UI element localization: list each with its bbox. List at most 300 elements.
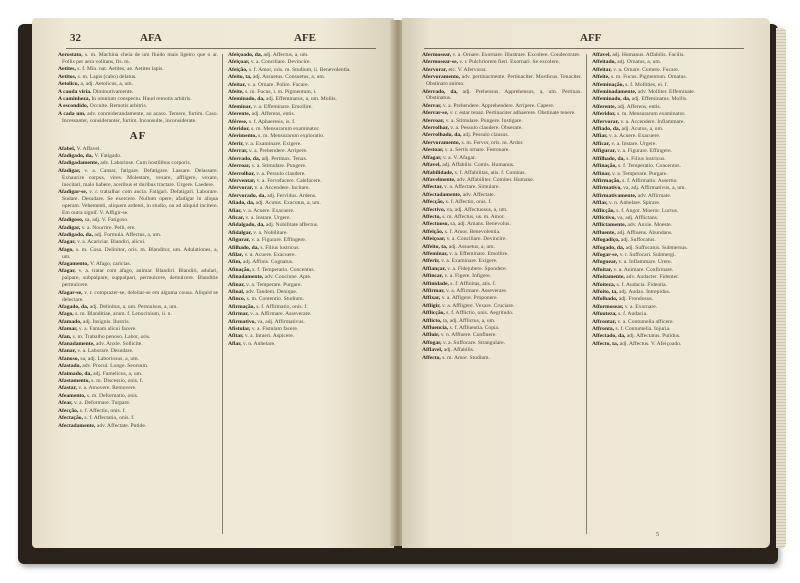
entry-headword: Afinadamente, [228, 274, 265, 281]
entry-headword: Affirmativo, [592, 185, 624, 192]
dictionary-entry [58, 89, 218, 96]
dictionary-entry [422, 229, 582, 236]
dictionary-entry [592, 237, 752, 244]
open-book [18, 18, 780, 566]
entry-definition: s. f. Temperatio. Concentus. [618, 163, 681, 170]
entry-headword: Afeiçoado, da, [228, 52, 264, 58]
dictionary-entry [592, 171, 752, 178]
entry-definition: adj. Assuetus, a, um. [448, 243, 495, 250]
entry-headword: Afectação, [58, 415, 85, 422]
entry-headword: Afadigado, da, [58, 231, 95, 238]
dictionary-entry [58, 356, 218, 363]
entry-definition: v. a. V. Afagar. [442, 154, 476, 161]
entry-headword: Affoito, ta, [592, 289, 620, 295]
dictionary-entry [592, 148, 752, 155]
entry-headword: Afectadamente, [58, 422, 97, 429]
entry-headword: Affeminadamente, [592, 89, 638, 96]
entry-definition: s. m. Mensurarum examinator. [616, 111, 686, 118]
entry-headword: Afinal, [228, 289, 246, 295]
entry-headword: Afestoar, [422, 147, 445, 154]
dictionary-entry [592, 289, 752, 296]
entry-headword: Affeite, [592, 74, 611, 81]
dictionary-entry [422, 236, 582, 243]
entry-definition: v. a. Accendere. Inflammare. [620, 118, 685, 125]
dictionary-entry [592, 74, 752, 81]
entry-definition: adj. Insignis. Ilustris. [82, 318, 130, 325]
entry-definition: adj. Affectatus. Putidus. [626, 333, 681, 340]
entry-definition: V. Affavel. [76, 145, 101, 152]
entry-headword: Affronta, [592, 326, 616, 333]
left-page [32, 18, 394, 548]
entry-headword: Afiado, da, [228, 200, 256, 207]
entry-definition: s. m. Trabalho penoso. Labor, oris. [72, 333, 151, 340]
entry-headword: Aferrolhar, [422, 125, 451, 132]
entry-definition: Diminutivamente. [92, 88, 134, 95]
dictionary-entry [228, 141, 388, 148]
entry-headword: Aetolico, [58, 81, 81, 88]
entry-definition: v. a. Amovere. Removere. [78, 385, 137, 392]
entry-headword: Afan, [58, 333, 73, 340]
entry-headword: Affiado, da, [592, 126, 622, 133]
dictionary-entry [228, 52, 388, 59]
entry-definition: s. f. Amor, oris. m. Studium, ii. Benevolentia. [248, 66, 351, 73]
entry-definition: adj. Affectus. V. Afeiçoado. [619, 340, 682, 347]
entry-definition: v. a. Fervefacere. Calefacere. [256, 177, 322, 184]
entry-headword: Afeitar, [228, 81, 248, 88]
entry-headword: Afiar, [228, 207, 244, 214]
entry-definition: v. a. Sertis ornare. Festonare. [444, 147, 510, 154]
dictionary-entry [592, 326, 752, 333]
entry-headword: Afirmação, [228, 303, 257, 310]
section-heading: AF [129, 129, 147, 142]
entry-headword: Affolhado, [592, 296, 619, 303]
entry-headword: Afeição, [228, 66, 249, 73]
right-column-2 [592, 52, 752, 348]
dictionary-entry [422, 177, 582, 184]
entry-headword: Affavel, [592, 52, 613, 58]
entry-definition: v. a. Affirmare. Asseverare. [446, 288, 508, 294]
entry-definition: adj. Audax. Intrepidus. [619, 289, 671, 295]
dictionary-entry [228, 171, 388, 178]
entry-definition: adv. Concinne. Apte. [264, 274, 312, 281]
entry-headword: Afear, [58, 400, 74, 407]
entry-definition: v. a. Temperare. Purgare. [612, 170, 668, 177]
entry-headword: Affiar, [592, 133, 609, 140]
dictionary-entry [228, 104, 388, 111]
entry-definition: va, adj. Affectuosus, a, um. [446, 206, 508, 213]
entry-definition: s. m. Deformatio, onis. [86, 392, 139, 399]
entry-headword: Afflicção, [422, 310, 447, 317]
entry-headword: Afflar, [592, 200, 609, 207]
dictionary-entry [58, 408, 218, 415]
entry-definition: v. a. Ornare. Comere. Fucare. [613, 66, 680, 73]
dictionary-entry [592, 296, 752, 303]
dictionary-entry [228, 156, 388, 163]
dictionary-entry [228, 96, 388, 103]
entry-headword: Afecção, [58, 407, 80, 414]
entry-definition: etc. V. Afervorar. [448, 66, 487, 73]
dictionary-entry [58, 189, 218, 217]
dictionary-entry [58, 378, 218, 385]
dictionary-entry [422, 103, 582, 110]
dictionary-entry [58, 334, 218, 341]
entry-definition: s. f. Mollities, ei. f. [625, 81, 668, 88]
dictionary-entry [228, 67, 388, 74]
entry-definition: adv. Anxie. Moeste. [627, 222, 672, 229]
entry-headword: Afistular, [228, 326, 252, 333]
entry-definition: v. a. Prehendere. Arripere. [248, 148, 308, 155]
dictionary-entry [228, 304, 388, 311]
dictionary-entry [422, 118, 582, 125]
dictionary-entry [228, 341, 388, 348]
dictionary-entry [58, 217, 218, 224]
entry-definition: s. f. Amor. Benevolentia. [444, 228, 501, 235]
dictionary-entry [422, 355, 582, 362]
entry-definition: v. a. Contumelia afficere. [617, 318, 674, 325]
left-page-number: 32 [70, 32, 81, 44]
entry-definition: adv. Audacter. Fidenter. [626, 274, 680, 281]
entry-definition: v. a. Affigere. Proponere. [441, 295, 498, 302]
dictionary-entry [592, 185, 752, 192]
entry-definition: adv. Affirmate. [637, 192, 672, 199]
entry-definition: adv. Laboriose. Cum hostilibus corporis. [100, 160, 192, 167]
dictionary-entry [592, 252, 752, 259]
entry-definition: s. f. Contumelia. Injuria. [615, 326, 671, 333]
dictionary-entry [58, 400, 218, 407]
dictionary-entry [228, 89, 388, 96]
dictionary-entry [592, 230, 752, 237]
dictionary-entry [228, 296, 388, 303]
entry-headword: Affabilidade, [422, 169, 455, 176]
entry-headword: Affeiçoar, [422, 236, 447, 243]
dictionary-entry [592, 333, 752, 340]
dictionary-entry [58, 232, 218, 239]
dictionary-entry [228, 119, 388, 126]
entry-definition: s. m. Mensurarum exploratio. [258, 133, 325, 140]
entry-headword: Afastamento, [58, 378, 92, 385]
left-column-1 [58, 52, 218, 430]
dictionary-entry [422, 110, 582, 117]
entry-headword: Aferrolhado, da, [422, 132, 463, 139]
dictionary-entry [592, 163, 752, 170]
dictionary-entry [228, 245, 388, 252]
dictionary-entry [58, 153, 218, 160]
dictionary-entry [592, 282, 752, 289]
entry-headword: Aferrar-se, [422, 110, 450, 117]
entry-definition: adv. Affabiliter. Comiter. Humane. [456, 176, 535, 183]
entry-headword: Afermosear, [422, 52, 453, 58]
dictionary-entry [58, 304, 218, 311]
entry-headword: Afirmar, [228, 311, 251, 318]
entry-headword: Afastado, [58, 363, 83, 370]
dictionary-entry [422, 89, 582, 103]
entry-headword: Afagar-se, [58, 289, 85, 296]
entry-headword: Affectivo, [422, 206, 447, 213]
dictionary-entry [58, 225, 218, 232]
entry-headword: Afinação, [228, 266, 253, 273]
entry-definition: adj. Effeminatus, a, um. Mollis. [265, 96, 337, 103]
entry-definition: adv. Molliter. Effeminate. [637, 89, 696, 96]
entry-definition: s. m. Fucus, i. m. Pigmentum, i. [245, 89, 317, 96]
entry-definition: v. r. Pulchriorem fieri. Exornari. Se excolere. [459, 59, 560, 66]
entry-headword: Afadigar, [58, 167, 85, 174]
entry-definition: v. n. Anhelare. Spirare. [608, 200, 661, 207]
dictionary-entry [228, 178, 388, 185]
dictionary-entry [58, 261, 218, 268]
entry-headword: Afervorar, [228, 185, 255, 192]
entry-definition: adj. Affabilis. [443, 347, 475, 354]
entry-headword: Affogar, [422, 339, 443, 346]
entry-definition: adj. Suffocatus. Submersus. [625, 244, 688, 251]
dictionary-entry [228, 311, 388, 318]
entry-definition: s. m. Mensurarum examinator. [251, 126, 320, 133]
dictionary-entry [228, 215, 388, 222]
entry-headword: Affoitar, [592, 266, 614, 273]
entry-headword: Affinação, [592, 163, 619, 170]
entry-definition: v. a. Pessulo claudere. Obserare. [450, 125, 523, 132]
entry-definition: adj. Affabilis. Comis. Humanus. [442, 162, 515, 169]
entry-headword: Afagar, [58, 268, 79, 275]
entry-definition: adv. Affectate. [462, 191, 496, 198]
entry-definition: s. f. Affectatio, onis. f. [84, 415, 135, 422]
entry-headword: Afflicção, [592, 207, 617, 214]
dictionary-entry [592, 67, 752, 74]
dictionary-entry [422, 140, 582, 147]
dictionary-entry [228, 252, 388, 259]
dictionary-entry [592, 200, 752, 207]
dictionary-entry [228, 126, 388, 133]
entry-headword: Aerostato, [58, 52, 85, 58]
entry-definition: v. a. Instare. Urgere. [245, 214, 291, 221]
dictionary-entry [58, 111, 218, 125]
dictionary-entry [592, 82, 752, 89]
dictionary-entry [422, 325, 582, 332]
dictionary-entry [58, 393, 218, 400]
entry-definition: v. a. Prehendere. Apprehendere. Arripere. Capere. [442, 102, 555, 109]
dictionary-entry [592, 304, 752, 311]
dictionary-entry [422, 244, 582, 251]
entry-headword: Afanoso, [58, 355, 81, 362]
entry-definition: v. a. Fidejubere. Spondere. [447, 265, 508, 272]
dictionary-entry [228, 282, 388, 289]
entry-definition: v. a. Figurare. Effingere. [251, 237, 307, 244]
dictionary-entry [422, 258, 582, 265]
entry-headword: Afeite, [228, 89, 246, 96]
entry-definition: v. n. Affluere. Confluere. [440, 332, 497, 339]
entry-headword: Affinar, [592, 170, 612, 177]
entry-headword: Afervoramento, [422, 139, 462, 146]
entry-headword: Affixar, [422, 295, 442, 302]
dictionary-entry [592, 259, 752, 266]
dictionary-entry [228, 230, 388, 237]
dictionary-entry [228, 237, 388, 244]
dictionary-entry [228, 319, 388, 326]
entry-headword: Afficar, [592, 140, 612, 147]
dictionary-entry [58, 290, 218, 304]
entry-headword: Affogado, da, [592, 244, 626, 251]
left-running-head-center: AFE [294, 32, 316, 44]
entry-definition: adv. Procul. Longe. Seorsum. [82, 363, 149, 370]
dictionary-entry [422, 295, 582, 302]
entry-headword: Afeiçoar, [228, 59, 251, 66]
entry-definition: v. a. Exornare. [624, 303, 658, 310]
entry-definition: adj. Afferens, entis. [251, 111, 296, 118]
entry-headword: A caminheza, [58, 95, 92, 102]
dictionary-entry [228, 74, 388, 81]
entry-definition: s. m. Contentio. Studium. [246, 296, 304, 303]
entry-definition: adv. pertinacmente. Pertinaciter. Mordicus. Tenaciter. Obstinato animo. [426, 74, 582, 88]
entry-headword: Affectadamente, [422, 191, 463, 198]
entry-headword: Affirmação, [592, 177, 623, 184]
entry-headword: A escondido, [58, 103, 90, 110]
entry-definition: sa, adj. Amans. Benevolus. [450, 221, 511, 228]
dictionary-entry [228, 326, 388, 333]
entry-headword: Affigurar, [592, 148, 618, 155]
entry-headword: Afilhado, da, [228, 244, 261, 251]
entry-definition: s. f. Min. nat. Aetites, ae. Aetites lapis. [77, 66, 164, 73]
entry-definition: v. a. Conciliare. Devincire. [446, 236, 507, 243]
entry-definition: v. a. Deformare. Turpare. [73, 400, 131, 407]
entry-headword: Aferrar, [228, 148, 249, 155]
entry-definition: s. Filius lustricus. [260, 244, 300, 251]
entry-headword: Aferrar, [422, 102, 443, 109]
entry-definition: v. a. Effeminare. Emollire. [253, 103, 313, 110]
left-column-2 [228, 52, 388, 348]
dictionary-entry [58, 146, 218, 153]
entry-headword: Affeminado, da, [592, 96, 632, 103]
dictionary-entry [422, 59, 582, 66]
dictionary-entry [422, 221, 582, 228]
entry-headword: Afeminado, da, [228, 96, 266, 103]
dictionary-entry [58, 74, 218, 81]
entry-headword: Affavelmente, [422, 176, 457, 183]
dictionary-entry [228, 185, 388, 192]
dictionary-entry [228, 193, 388, 200]
entry-headword: Aferimento, [228, 133, 259, 140]
header-rule [66, 48, 376, 49]
entry-headword: Affectuoso, [422, 221, 451, 228]
entry-headword: Afferidor, [592, 111, 617, 118]
entry-definition: v. a. Nourrire. Pelli, ere. [81, 224, 136, 231]
dictionary-entry [422, 207, 582, 214]
entry-definition: v. a. Ornare. Exornare. Illustrare. Excolere. Condecorare. [452, 52, 581, 58]
dictionary-entry [592, 208, 752, 215]
entry-headword: Aferrado, da, [422, 88, 463, 95]
entry-headword: Affoguear, [592, 259, 619, 266]
entry-headword: Afeamento, [58, 392, 87, 399]
dictionary-entry [592, 52, 752, 59]
dictionary-entry [58, 168, 218, 189]
dictionary-entry [58, 66, 218, 73]
entry-headword: Affrontar, [592, 318, 618, 325]
entry-headword: Affincar, [422, 273, 445, 280]
entry-headword: Affoiteza, [592, 281, 617, 288]
entry-headword: Afferir, [422, 258, 442, 265]
dictionary-entry [58, 363, 218, 370]
dictionary-entry [592, 156, 752, 163]
entry-definition: adj. Fervidus. Ardens. [267, 192, 317, 199]
entry-definition: adj. Prehensus. Apprehensus, a, um. Pertinax. Obstinatus. [426, 88, 583, 102]
entry-definition: v. a. Instare. Urgere. [611, 140, 657, 147]
entry-definition: s. f. Aphaeresis, is. f. [248, 118, 296, 125]
entry-headword: Afermosear-se, [422, 59, 460, 66]
entry-definition: v. r. estar tenaz. Pertinaciter adhaerere. Obstinate tenere. [449, 110, 576, 117]
entry-headword: Affogar-se, [592, 251, 620, 258]
dictionary-entry [422, 170, 582, 177]
entry-definition: v. a. Acuere. Exacuere. [243, 207, 295, 214]
dictionary-entry [422, 332, 582, 339]
dictionary-entry [58, 96, 218, 103]
dictionary-entry [592, 311, 752, 318]
dictionary-entry [422, 273, 582, 280]
dictionary-entry [592, 141, 752, 148]
dictionary-entry [228, 333, 388, 340]
entry-headword: Affeitado, [592, 59, 618, 66]
entry-definition: v. a. Intueri. Aspicere. [244, 333, 295, 340]
dictionary-entry [58, 160, 218, 167]
entry-definition: adv. conmiderandamente, ao acaso. Temere, furtim. Caso. Incessanter, consideranter, furtim. Inconsulte, inconsiderate. [62, 110, 218, 124]
dictionary-entry [228, 267, 388, 274]
entry-definition: v. a. Fistulam facere. [251, 326, 299, 333]
entry-headword: Affecção, [422, 199, 446, 206]
entry-headword: Affagar, [422, 154, 443, 161]
entry-definition: ta, adj. Afflictus, a, um. [442, 317, 496, 324]
entry-definition: sa, adj. Laboriosus, a, um. [80, 355, 139, 362]
entry-definition: s. f. Affabilitas, atis. f. Comitas. [454, 169, 526, 176]
entry-definition: s. m. Machina cheia de um fluido mais ligeiro que o ar. Follis per aera volitans, fis. m. [62, 52, 218, 65]
entry-headword: Afflictamente, [592, 222, 628, 229]
entry-headword: Afago, [58, 246, 76, 253]
entry-headword: Affeição, [422, 228, 445, 235]
entry-definition: Occulte. Remotis arbitris. [89, 103, 148, 110]
entry-headword: Afilar, [228, 251, 245, 258]
entry-definition: adj. Pessulo clausus. [462, 132, 509, 139]
entry-headword: Afervorado, da, [228, 192, 268, 199]
entry-headword: Afanadamente, [58, 341, 96, 348]
dictionary-entry [228, 111, 388, 118]
dictionary-entry [228, 259, 388, 266]
entry-headword: Aferente, [228, 111, 252, 118]
left-running-head-left: AFA [140, 32, 162, 44]
entry-headword: A cada um, [58, 110, 88, 117]
entry-headword: Affecto, [422, 354, 443, 361]
entry-definition: adj. Assuetus. Consuetus, a, um. [252, 74, 326, 81]
entry-headword: Afaimado, da, [58, 370, 94, 377]
dictionary-entry [58, 247, 218, 261]
entry-definition: va, adj. Affirmativus, a, um. [623, 185, 686, 192]
dictionary-entry [592, 104, 752, 111]
column-rule [222, 54, 223, 534]
dictionary-entry [228, 163, 388, 170]
entry-headword: Affavel, [422, 162, 443, 169]
entry-headword: Afanar, [58, 348, 78, 355]
dictionary-entry [58, 341, 218, 348]
entry-definition: v. a. Cansar, fatigare. Defatigare. Lassare. Delassare. Exhaurire corpus, vires. Molestare, vexare, affligere, vexare, inecitari, malo habere, aceribus et duribus tractare. Urgere. Laedere. [62, 167, 218, 188]
signature-mark: 5 [656, 532, 659, 538]
dictionary-entry [592, 89, 752, 96]
entry-definition: adj. Frondosus. [618, 296, 654, 303]
entry-headword: Affecto, ta, [592, 340, 620, 347]
dictionary-entry [228, 82, 388, 89]
entry-definition: s. m. Lapis (cabo) delatus. [77, 73, 137, 80]
entry-definition: v. a. Pessulo claudere. [256, 170, 306, 177]
right-column-1 [422, 52, 582, 362]
entry-definition: adj. Affluens. Abundans. [617, 229, 673, 236]
entry-definition: v. a. Accendere. Incitare. [254, 185, 310, 192]
entry-headword: Afabel, [58, 145, 77, 152]
dictionary-entry [58, 423, 218, 430]
entry-definition: adj. Formula. Affectus, a, um. [94, 231, 162, 238]
